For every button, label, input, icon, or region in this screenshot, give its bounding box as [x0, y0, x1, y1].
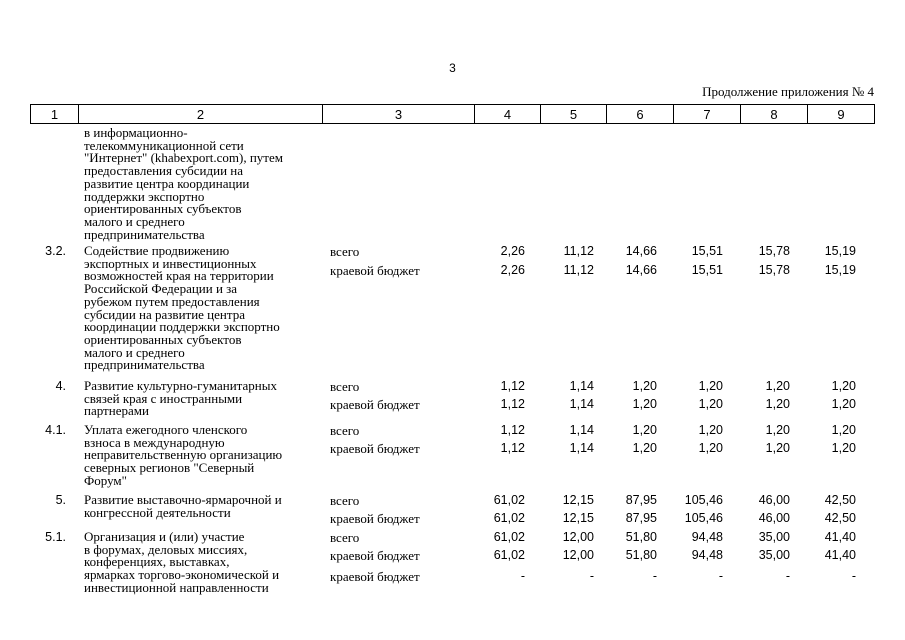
funding-source: краевой бюджет: [330, 397, 420, 412]
value-cell: 11,12: [563, 244, 594, 258]
row-number: 3.2.: [45, 244, 66, 258]
value-cell: 11,12: [563, 263, 594, 277]
value-cell: 1,20: [831, 397, 856, 411]
value-cell: 15,78: [758, 263, 790, 277]
row-number: 5.1.: [45, 530, 66, 544]
value-cell: 42,50: [824, 493, 856, 507]
value-cell: 14,66: [625, 263, 657, 277]
funding-source: краевой бюджет: [330, 569, 420, 584]
value-cell: 87,95: [625, 511, 657, 525]
value-cell: 51,80: [625, 530, 657, 544]
table-header: [30, 104, 875, 124]
funding-source: краевой бюджет: [330, 441, 420, 456]
value-cell: 2,26: [500, 263, 525, 277]
column-header: 9: [808, 105, 875, 124]
value-cell: 105,46: [684, 511, 723, 525]
value-cell: 61,02: [493, 511, 525, 525]
value-cell: 1,20: [831, 379, 856, 393]
value-cell: 1,14: [569, 379, 594, 393]
row-description: в информационно- телекоммуникационной сети "Интернет" (khabexport.com), путем предоставления субсидии на развитие центра координации поддержки экспортно ориентированных субъектов малого и среднего предпринимательства: [84, 125, 283, 242]
value-cell: 15,51: [691, 244, 723, 258]
row-number: 4.1.: [45, 423, 66, 437]
column-header: 6: [607, 105, 674, 124]
value-cell: 41,40: [824, 548, 856, 562]
value-cell: 15,78: [758, 244, 790, 258]
value-cell: 1,20: [765, 397, 790, 411]
value-cell: 12,00: [562, 530, 594, 544]
funding-source: всего: [330, 530, 360, 545]
funding-source: краевой бюджет: [330, 511, 420, 526]
page-number: 3: [449, 61, 456, 75]
value-cell: 15,51: [691, 263, 723, 277]
value-cell: 1,20: [698, 379, 723, 393]
value-cell: 1,20: [698, 441, 723, 455]
column-header: 4: [475, 105, 541, 124]
value-cell: 1,20: [698, 423, 723, 437]
value-cell: 12,15: [562, 511, 594, 525]
row-description: Развитие выставочно-ярмарочной и конгрессной деятельности: [84, 492, 282, 520]
row-description: Организация и (или) участие в форумах, деловых миссиях, конференциях, выставках, ярмарках торгово-экономической и инвестиционной направленности: [84, 529, 280, 595]
value-cell: -: [520, 569, 525, 583]
value-cell: 46,00: [758, 511, 790, 525]
column-header: 1: [31, 105, 79, 124]
value-cell: 105,46: [684, 493, 723, 507]
value-cell: 1,20: [831, 441, 856, 455]
value-cell: 15,19: [824, 263, 856, 277]
value-cell: 2,26: [500, 244, 525, 258]
value-cell: 1,14: [569, 397, 594, 411]
value-cell: 1,20: [765, 423, 790, 437]
value-cell: 1,20: [698, 397, 723, 411]
value-cell: 61,02: [493, 548, 525, 562]
column-header: 5: [541, 105, 607, 124]
value-cell: 87,95: [625, 493, 657, 507]
funding-source: краевой бюджет: [330, 548, 420, 563]
row-description: Уплата ежегодного членского взноса в международную неправительственную организацию северных регионов "Северный Форум": [84, 422, 283, 488]
value-cell: 42,50: [824, 511, 856, 525]
row-number: 5.: [55, 493, 66, 507]
continuation-label: Продолжение приложения № 4: [702, 84, 874, 99]
row-number: 4.: [55, 379, 66, 393]
value-cell: 1,12: [500, 423, 525, 437]
value-cell: 1,12: [500, 379, 525, 393]
funding-source: краевой бюджет: [330, 263, 420, 278]
value-cell: 46,00: [758, 493, 790, 507]
value-cell: 12,15: [562, 493, 594, 507]
funding-source: всего: [330, 493, 360, 508]
value-cell: 1,20: [632, 379, 657, 393]
column-header: 8: [741, 105, 808, 124]
value-cell: 35,00: [758, 530, 790, 544]
column-header: 2: [79, 105, 323, 124]
value-cell: 35,00: [758, 548, 790, 562]
value-cell: 1,12: [500, 397, 525, 411]
value-cell: 1,20: [632, 397, 657, 411]
value-cell: -: [851, 569, 856, 583]
value-cell: 1,14: [569, 441, 594, 455]
value-cell: 1,12: [500, 441, 525, 455]
funding-source: всего: [330, 423, 360, 438]
value-cell: 51,80: [625, 548, 657, 562]
funding-source: всего: [330, 379, 360, 394]
value-cell: -: [785, 569, 790, 583]
column-header: 7: [674, 105, 741, 124]
value-cell: 61,02: [493, 530, 525, 544]
value-cell: -: [718, 569, 723, 583]
value-cell: 94,48: [691, 530, 723, 544]
value-cell: 1,20: [632, 423, 657, 437]
value-cell: 12,00: [562, 548, 594, 562]
row-description: Развитие культурно-гуманитарных связей края с иностранными партнерами: [84, 378, 277, 419]
value-cell: 15,19: [824, 244, 856, 258]
value-cell: 41,40: [824, 530, 856, 544]
value-cell: 94,48: [691, 548, 723, 562]
value-cell: -: [652, 569, 657, 583]
value-cell: 61,02: [493, 493, 525, 507]
value-cell: 1,20: [765, 379, 790, 393]
value-cell: -: [589, 569, 594, 583]
funding-source: всего: [330, 244, 360, 259]
value-cell: 1,20: [831, 423, 856, 437]
row-description: Содействие продвижению экспортных и инвестиционных возможностей края на территории Российской Федерации и за рубежом путем предоставления субсидии на развитие центра координации поддержки экспортно ориентированных субъектов малого и среднего предпринимательства: [84, 243, 280, 373]
value-cell: 14,66: [625, 244, 657, 258]
value-cell: 1,20: [632, 441, 657, 455]
value-cell: 1,14: [569, 423, 594, 437]
value-cell: 1,20: [765, 441, 790, 455]
column-header: 3: [323, 105, 475, 124]
